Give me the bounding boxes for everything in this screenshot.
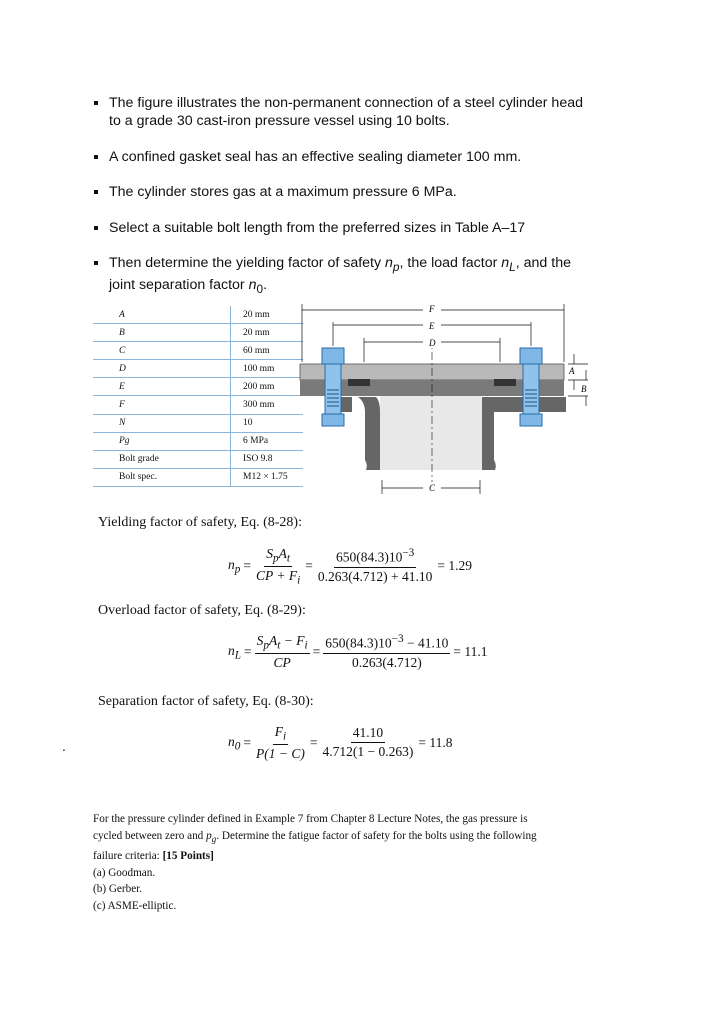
gasket-right bbox=[494, 379, 516, 386]
dimension-label-f: F bbox=[429, 304, 435, 314]
equation-overload: $n_L$ = $\frac{S_pA_t - F_i}{CP}$ = $\frac{650(84.3)10^{-3} - 41.10}{0.263(4.712)}$ = 11.1 bbox=[228, 633, 488, 670]
bullet-item: A confined gasket seal has an effective sealing diameter 100 mm. bbox=[92, 148, 592, 166]
problem-statement: For the pressure cylinder defined in Example 7 from Chapter 8 Lecture Notes, the gas pressure is cycled between zero and $p_g$. Determine the fatigue factor of safety for the bolts using the following failure criteria: [15 Points] (a) Goodman. (b) Gerber. (c) ASME-elliptic. bbox=[93, 811, 553, 914]
dimension-label-e: E bbox=[429, 321, 435, 331]
dimension-label-b: B bbox=[581, 384, 587, 394]
nut-right bbox=[520, 414, 542, 426]
eq2-title: Overload factor of safety, Eq. (8-29): bbox=[98, 603, 306, 618]
table-row: Bolt spec. M12 × 1.75 bbox=[93, 468, 303, 486]
dimension-label-d: D bbox=[429, 338, 436, 348]
eq3-title: Separation factor of safety, Eq. (8-30): bbox=[98, 694, 314, 709]
bullet-item: The figure illustrates the non-permanent connection of a steel cylinder head to a grade 30 cast-iron pressure vessel using 10 bolts. bbox=[92, 94, 592, 130]
table-row: C 60 mm bbox=[93, 342, 303, 360]
bolt-head-right bbox=[520, 348, 542, 364]
dimension-label-a: A bbox=[569, 366, 575, 376]
eq1-title: Yielding factor of safety, Eq. (8-28): bbox=[98, 515, 302, 530]
table-row: A 20 mm bbox=[93, 306, 303, 324]
bullet-list bbox=[92, 94, 592, 315]
table-row: D 100 mm bbox=[93, 360, 303, 378]
table-row: F 300 mm bbox=[93, 396, 303, 414]
criterion-c: (c) ASME-elliptic. bbox=[93, 899, 177, 912]
bullet-item: Select a suitable bolt length from the preferred sizes in Table A–17 bbox=[92, 219, 592, 237]
criterion-b: (b) Gerber. bbox=[93, 883, 143, 896]
criterion-a: (a) Goodman. bbox=[93, 866, 156, 879]
nut-left bbox=[322, 414, 344, 426]
parameter-table bbox=[93, 306, 303, 487]
table-row: N 10 bbox=[93, 414, 303, 432]
bullet-item: Then determine the yielding factor of safety $n_p$, the load factor $n_L$, and the joint separation factor $n_0$. bbox=[92, 254, 592, 298]
table-row: B 20 mm bbox=[93, 324, 303, 342]
bolt-head-left bbox=[322, 348, 344, 364]
table-row: E 200 mm bbox=[93, 378, 303, 396]
equation-separation: $n_0$ = $\frac{F_i}{P(1 - C)}$ = $\frac{41.10}{4.712(1 - 0.263)}$ = 11.8 bbox=[228, 724, 453, 761]
stray-dot: . bbox=[62, 738, 66, 754]
cylinder-head-figure bbox=[298, 302, 600, 498]
dimension-label-c: C bbox=[429, 483, 436, 493]
bullet-item: The cylinder stores gas at a maximum pressure 6 MPa. bbox=[92, 183, 592, 201]
gasket-left bbox=[348, 379, 370, 386]
table-row: Bolt grade ISO 9.8 bbox=[93, 450, 303, 468]
equation-yielding: $n_p$ = $\frac{S_pA_t}{CP + F_i}$ = $\frac{650(84.3)10^{-3}}{0.263(4.712) + 41.10}$ = 1.29 bbox=[228, 546, 472, 587]
table-row: Pg 6 MPa bbox=[93, 432, 303, 450]
